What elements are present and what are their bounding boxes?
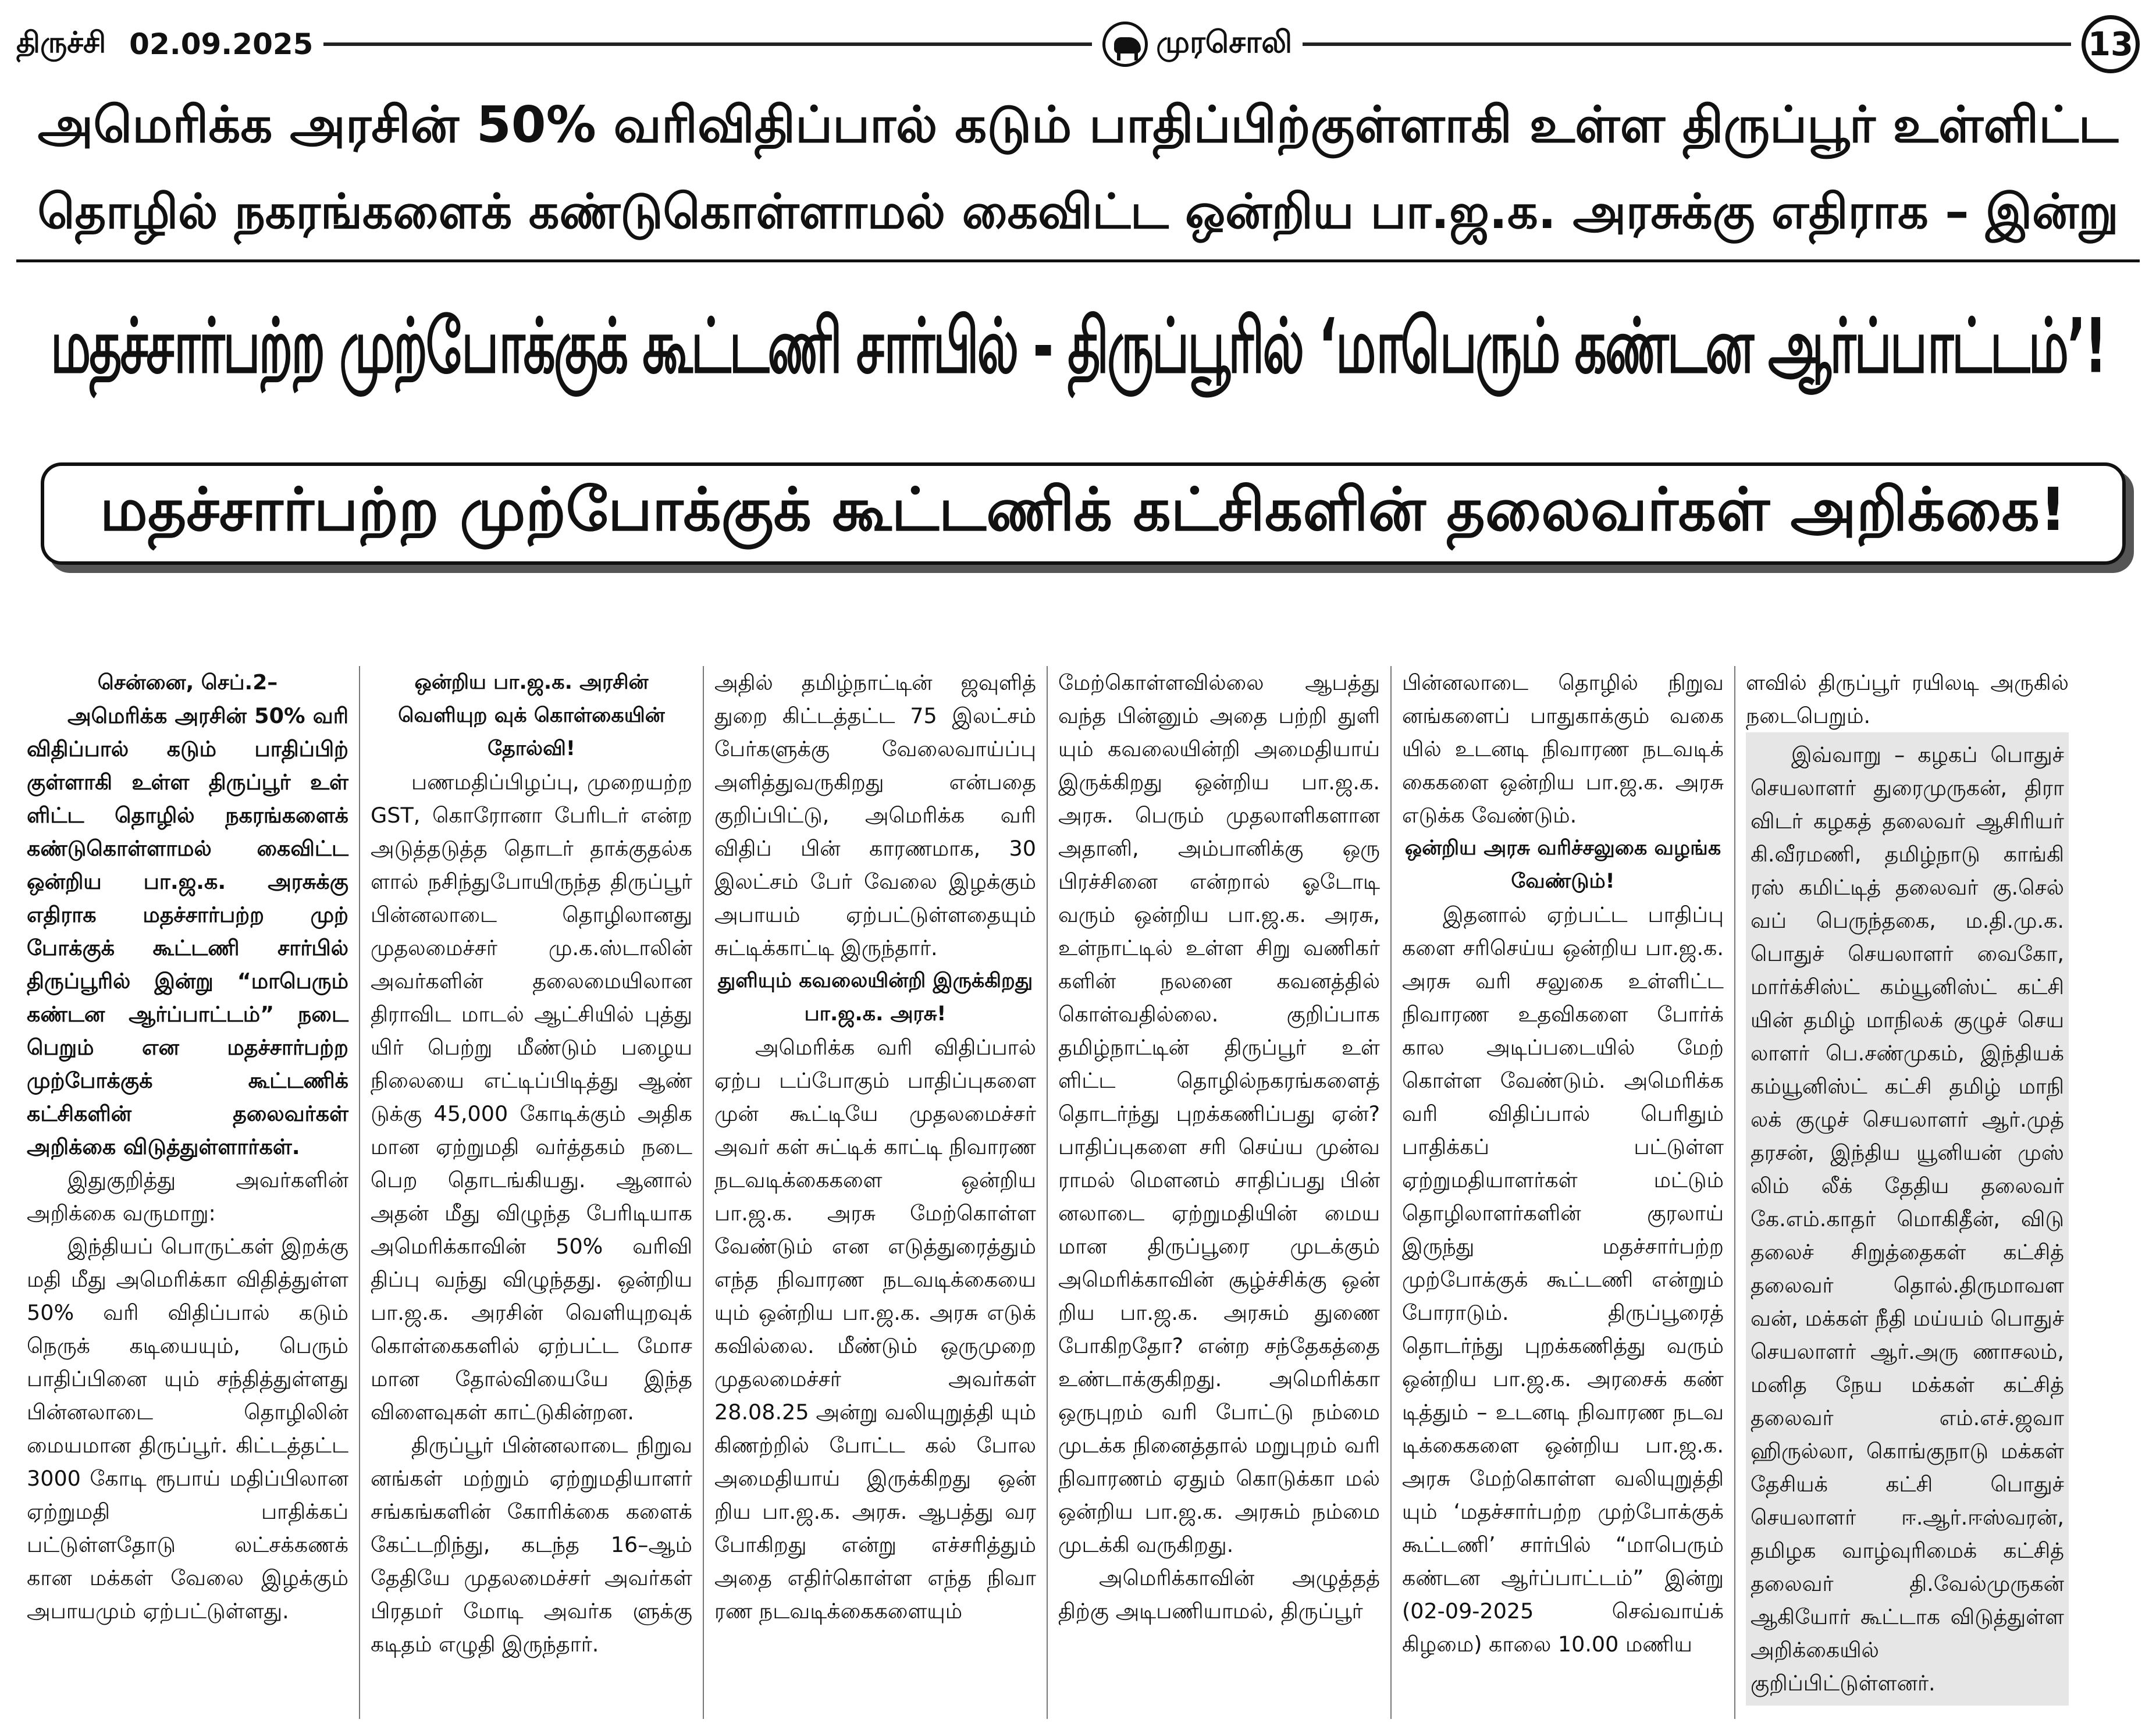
article-column-2	[360, 666, 704, 1719]
section-subhead: துளியும் கவலையின்றி இருக்கிறது பா.ஜ.க. அரசு!	[717, 969, 1033, 1026]
masthead-brand	[1102, 22, 1292, 67]
section-subhead: ஒன்றிய அரசு வரிச்சலுகை வழங்க வேண்டும்!	[1404, 836, 1721, 893]
section-subhead: ஒன்றிய பா.ஜ.க. அரசின் வெளியுற வுக் கொள்கையின் தோல்வி!	[398, 671, 665, 760]
article-paragraph: அதில் தமிழ்நாட்டின் ஜவுளித் துறை கிட்டத்தட்ட 75 இலட்சம் பேர்களுக்கு வேலைவாய்ப்பு அளித்துவருகிறது என்பதை குறிப்பிட்டு, அமெரிக்க வரி விதிப் பின் காரணமாக, 30 இலட்சம் பேர் வேலை இழக்கும் அபாயம் ஏற்பட்டுள்ளதையும் சுட்டிக்காட்டி இருந்தார்.	[714, 670, 1036, 960]
rooster-logo-icon	[1102, 22, 1148, 67]
headline-main: மதச்சார்பற்ற முற்போக்குக் கூட்டணி சார்பில் - திருப்பூரில் ‘மாபெரும் கண்டன ஆர்ப்பாட்டம்’!	[50, 303, 2106, 390]
masthead-rule-left	[323, 42, 1092, 46]
article-columns	[16, 666, 2140, 1719]
article-paragraph: மேற்கொள்ளவில்லை ஆபத்து வந்த பின்னும் அதை பற்றி துளி யும் கவலையின்றி அமைதியாய் இருக்கிறது ஒன்றிய பா.ஜ.க. அரசு. பெரும் முதலாளிகளான அதானி, அம்பானிக்கு ஒரு பிரச்சினை என்றால் ஓடோடி வரும் ஒன்றிய பா.ஜ.க. அரசு, உள்நாட்டில் உள்ள சிறு வணிகர் களின் நலனை கவனத்தில் கொள்வதில்லை. குறிப்பாக தமிழ்நாட்டின் திருப்பூர் உள் ளிட்ட தொழில்நகரங்களைத் தொடர்ந்து புறக்கணிப்பது ஏன்? பாதிப்புகளை சரி செய்ய முன்வ ராமல் மௌனம் சாதிப்பது பின் னலாடை ஏற்றுமதியின் மைய மான திருப்பூரை முடக்கும் அமெரிக்காவின் சூழ்ச்சிக்கு ஒன் றிய பா.ஜ.க. அரசும் துணை போகிறதோ? என்ற சந்தேகத்தை உண்டாக்குகிறது. அமெரிக்கா ஒருபுறம் வரி போட்டு நம்மை முடக்க நினைத்தால் மறுபுறம் வரி நிவாரணம் ஏதும் கொடுக்கா மல் ஒன்றிய பா.ஜ.க. அரசும் நம்மை முடக்கி வருகிறது.	[1058, 670, 1380, 1557]
article-dateline: சென்னை, செப்.2–	[97, 671, 278, 695]
paper-name: முரசொலி	[1156, 24, 1293, 60]
article-column-4	[1048, 666, 1392, 1719]
edition-date: 02.09.2025	[129, 27, 314, 61]
page-number-badge: 13	[2082, 15, 2140, 73]
article-column-5	[1392, 666, 1735, 1719]
article-column-6	[1735, 666, 2079, 1719]
signatories-box	[1746, 732, 2069, 1706]
article-paragraph: இதனால் ஏற்பட்ட பாதிப்பு களை சரிசெய்ய ஒன்றிய பா.ஜ.க. அரசு வரி சலுகை உள்ளிட்ட நிவாரண உதவிகளை போர்க் கால அடிப்படையில் மேற் கொள்ள வேண்டும். அமெரிக்க வரி விதிப்பால் பெரிதும் பாதிக்கப் பட்டுள்ள ஏற்றுமதியாளர்கள் மட்டும் தொழிலாளர்களின் குரலாய் இருந்து மதச்சார்பற்ற முற்போக்குக் கூட்டணி என்றும் போராடும். திருப்பூரைத் தொடர்ந்து புறக்கணித்து வரும் ஒன்றிய பா.ஜ.க. அரசைக் கண் டித்தும் – உடனடி நிவாரண நடவ டிக்கைகளை ஒன்றிய பா.ஜ.க. அரசு மேற்கொள்ள வலியுறுத்தி யும் ‘மதச்சார்பற்ற முற்போக்குக் கூட்டணி’ சார்பில் “மாபெரும் கண்டன ஆர்ப்பாட்டம்” இன்று (02-09-2025 செவ்வாய்க் கிழமை) காலை 10.00 மணிய	[1402, 902, 1724, 1657]
article-paragraph: அமெரிக்க வரி விதிப்பால் ஏற்ப டப்போகும் பாதிப்புகளை முன் கூட்டியே முதலமைச்சர் அவர் கள் சுட்டிக் காட்டி நிவாரண நடவடிக்கைகளை ஒன்றிய பா.ஜ.க. அரசு மேற்கொள்ள வேண்டும் என எடுத்துரைத்தும் எந்த நிவாரண நடவடிக்கையை யும் ஒன்றிய பா.ஜ.க. அரசு எடுக் கவில்லை. மீண்டும் ஒருமுறை முதலமைச்சர் அவர்கள் 28.08.25 அன்று வலியுறுத்தி யும் கிணற்றில் போட்ட கல் போல அமைதியாய் இருக்கிறது ஒன் றிய பா.ஜ.க. அரசு. ஆபத்து வர போகிறது என்று எச்சரித்தும் அதை எதிர்கொள்ள எந்த நிவா ரண நடவடிக்கைகளையும்	[714, 1035, 1036, 1624]
article-paragraph: பணமதிப்பிழப்பு, முறையற்ற GST, கொரோனா பேரிடர் என்ற அடுத்தடுத்த தொடர் தாக்குதல்க ளால் நசிந்துபோயிருந்த திருப்பூர் பின்னலாடை தொழிலானது முதலமைச்சர் மு.க.ஸ்டாலின் அவர்களின் தலைமையிலான திராவிட மாடல் ஆட்சியில் புத்து யிர் பெற்று மீண்டும் பழைய நிலையை எட்டிப்பிடித்து ஆண் டுக்கு 45,000 கோடிக்கும் அதிக மான ஏற்றுமதி வர்த்தகம் நடை பெற தொடங்கியது. ஆனால் அதன் மீது விழுந்த பேரிடியாக அமெரிக்காவின் 50% வரிவி திப்பு வந்து விழுந்தது. ஒன்றிய பா.ஜ.க. அரசின் வெளியுறவுக் கொள்கைகளில் ஏற்பட்ட மோச மான தோல்வியையே இந்த விளைவுகள் காட்டுகின்றன.	[371, 770, 692, 1425]
signatories-paragraph: இவ்வாறு – கழகப் பொதுச் செயலாளர் துரைமுருகன், திரா விடர் கழகத் தலைவர் ஆசிரியர் கி.வீரமணி, தமிழ்நாடு காங்கி ரஸ் கமிட்டித் தலைவர் கு.செல் வப் பெருந்தகை, ம.தி.மு.க. பொதுச் செயலாளர் வைகோ, மார்க்சிஸ்ட் கம்யூனிஸ்ட் கட்சி யின் தமிழ் மாநிலக் குழுச் செய லாளர் பெ.சண்முகம், இந்தியக் கம்யூனிஸ்ட் கட்சி தமிழ் மாநி லக் குழுச் செயலாளர் ஆர்.முத் தரசன், இந்திய யூனியன் முஸ் லிம் லீக் தேதிய தலைவர் கே.எம்.காதர் மொகிதீன், விடு தலைச் சிறுத்தைகள் கட்சித் தலைவர் தொல்.திருமாவள வன், மக்கள் நீதி மய்யம் பொதுச் செயலாளர் ஆர்.அரு ணாசலம், மனித நேய மக்கள் கட்சித் தலைவர் எம்.எச்.ஜவா ஹிருல்லா, கொங்குநாடு மக்கள் தேசியக் கட்சி பொதுச் செயலாளர் ஈ.ஆர்.ஈஸ்வரன், தமிழக வாழ்வுரிமைக் கட்சித் தலைவர் தி.வேல்முருகன் ஆகியோர் கூட்டாக விடுத்துள்ள அறிக்கையில் குறிப்பிட்டுள்ளனர்.	[1751, 742, 2064, 1696]
article-paragraph: இந்தியப் பொருட்கள் இறக்கு மதி மீது அமெரிக்கா விதித்துள்ள 50% வரி விதிப்பால் கடும் நெருக் கடியையும், பெரும் பாதிப்பினை யும் சந்தித்துள்ளது பின்னலாடை தொழிலின் மையமான திருப்பூர். கிட்டத்தட்ட 3000 கோடி ரூபாய் மதிப்பிலான ஏற்றுமதி பாதிக்கப் பட்டுள்ளதோடு லட்சக்கணக் கான மக்கள் வேலை இழக்கும் அபாயமும் ஏற்பட்டுள்ளது.	[27, 1234, 348, 1624]
article-paragraph: ளவில் திருப்பூர் ரயிலடி அருகில் நடைபெறும்.	[1746, 670, 2069, 728]
article-paragraph: அமெரிக்காவின் அழுத்தத் திற்கு அடிபணியாமல், திருப்பூர்	[1058, 1565, 1380, 1624]
article-column-1	[16, 666, 360, 1719]
masthead-rule-right	[1303, 42, 2071, 46]
masthead	[16, 12, 2140, 77]
article-column-3	[704, 666, 1048, 1719]
article-paragraph: பின்னலாடை தொழில் நிறுவ னங்களைப் பாதுகாக்கும் வகை யில் உடனடி நிவாரண நடவடிக் கைகளை ஒன்றிய பா.ஜ.க. அரசு எடுக்க வேண்டும்.	[1402, 670, 1724, 828]
masthead-left	[16, 26, 313, 63]
boxed-subheadline: மதச்சார்பற்ற முற்போக்குக் கூட்டணிக் கட்சிகளின் தலைவர்கள் அறிக்கை!	[41, 462, 2126, 565]
headline-line-2: தொழில் நகரங்களைக் கண்டுகொள்ளாமல் கைவிட்ட ஒன்றிய பா.ஜ.க. அரசுக்கு எதிராக – இன்று	[37, 184, 2119, 240]
article-lead-paragraph: அமெரிக்க அரசின் 50% வரி விதிப்பால் கடும் பாதிப்பிற் குள்ளாகி உள்ள திருப்பூர் உள் ளிட்ட தொழில் நகரங்களைக் கண்டுகொள்ளாமல் கைவிட்ட ஒன்றிய பா.ஜ.க. அரசுக்கு எதிராக மதச்சார்பற்ற முற் போக்குக் கூட்டணி சார்பில் திருப்பூரில் இன்று “மாபெரும் கண்டன ஆர்ப்பாட்டம்” நடை பெறும் என மதச்சார்பற்ற முற்போக்குக் கூட்டணிக் கட்சிகளின் தலைவர்கள் அறிக்கை விடுத்துள்ளார்கள்.	[27, 703, 348, 1159]
edition-city: திருச்சி	[16, 25, 106, 59]
article-paragraph: இதுகுறித்து அவர்களின் அறிக்கை வருமாறு:	[27, 1167, 348, 1226]
article-paragraph: திருப்பூர் பின்னலாடை நிறுவ னங்கள் மற்றும் ஏற்றுமதியாளர் சங்கங்களின் கோரிக்கை களைக் கேட்டறிந்து, கடந்த 16–ஆம் தேதியே முதலமைச்சர் அவர்கள் பிரதமர் மோடி அவர்க ளுக்கு கடிதம் எழுதி இருந்தார்.	[371, 1433, 692, 1657]
headline-line-1: அமெரிக்க அரசின் 50% வரிவிதிப்பால் கடும் பாதிப்பிற்குள்ளாகி உள்ள திருப்பூர் உள்ளிட்ட	[37, 96, 2119, 154]
